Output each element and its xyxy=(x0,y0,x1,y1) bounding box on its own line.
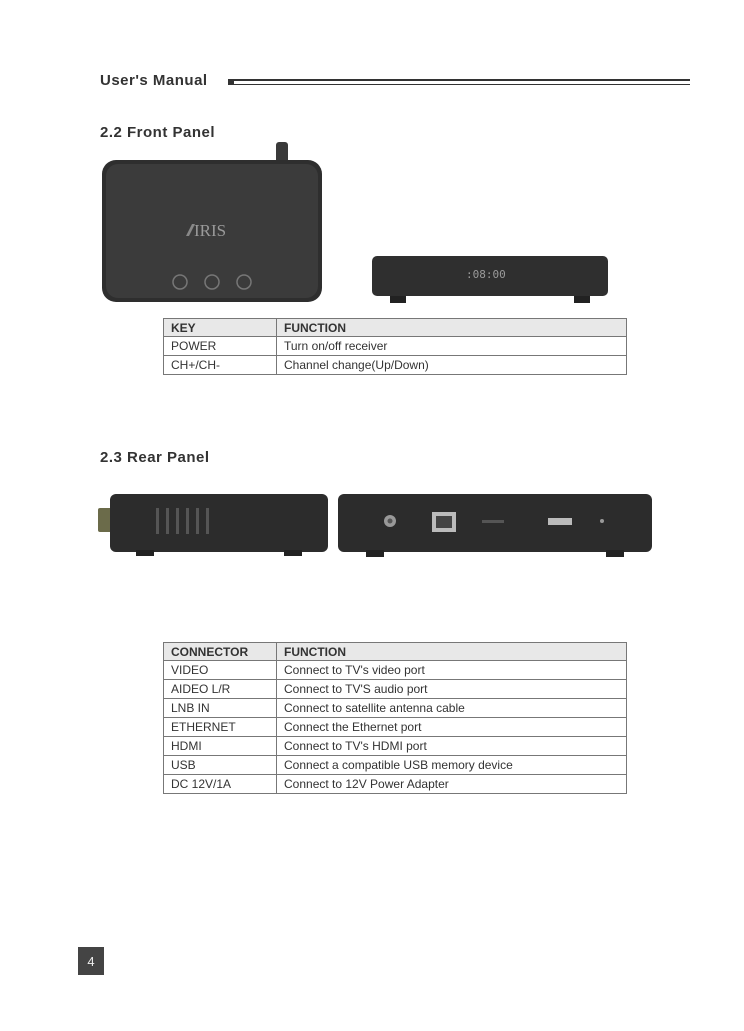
connector-cell: DC 12V/1A xyxy=(164,775,277,794)
function-cell: Connect a compatible USB memory device xyxy=(277,756,627,775)
table-header-row xyxy=(164,319,627,337)
front-panel-key-table xyxy=(163,318,627,375)
front-display-readout: :08:00 xyxy=(466,268,506,281)
function-cell: Connect to TV's HDMI port xyxy=(277,737,627,756)
table-row xyxy=(164,718,627,737)
connector-cell: USB xyxy=(164,756,277,775)
table-row xyxy=(164,737,627,756)
key-cell: POWER xyxy=(164,337,277,356)
function-cell: Connect to satellite antenna cable xyxy=(277,699,627,718)
dc-jack-icon xyxy=(600,519,604,523)
column-header-connector: CONNECTOR xyxy=(164,643,277,661)
table-row xyxy=(164,680,627,699)
page-number: 4 xyxy=(78,947,104,975)
connector-cell: VIDEO xyxy=(164,661,277,680)
connector-cell: AIDEO L/R xyxy=(164,680,277,699)
rear-panel-connector-table xyxy=(163,642,627,794)
header-rule xyxy=(232,79,690,85)
rear-panel-title: 2.3 Rear Panel xyxy=(100,449,210,466)
table-row xyxy=(164,775,627,794)
receiver-rear-view-image xyxy=(336,492,654,560)
receiver-top-view-image xyxy=(100,140,325,305)
function-cell: Connect to TV's video port xyxy=(277,661,627,680)
function-cell: Turn on/off receiver xyxy=(277,337,627,356)
usb-port-icon xyxy=(548,518,572,525)
logo-text: IRIS xyxy=(194,221,227,240)
key-cell: CH+/CH- xyxy=(164,356,277,375)
connector-cell: ETHERNET xyxy=(164,718,277,737)
connector-cell: HDMI xyxy=(164,737,277,756)
table-header-row xyxy=(164,643,627,661)
column-header-function: FUNCTION xyxy=(277,643,627,661)
function-cell: Connect to 12V Power Adapter xyxy=(277,775,627,794)
table-row xyxy=(164,756,627,775)
connector-cell: LNB IN xyxy=(164,699,277,718)
function-cell: Channel change(Up/Down) xyxy=(277,356,627,375)
table-row xyxy=(164,337,627,356)
table-row xyxy=(164,661,627,680)
column-header-key: KEY xyxy=(164,319,277,337)
table-row xyxy=(164,356,627,375)
function-cell: Connect the Ethernet port xyxy=(277,718,627,737)
function-cell: Connect to TV'S audio port xyxy=(277,680,627,699)
table-row xyxy=(164,699,627,718)
column-header-function: FUNCTION xyxy=(277,319,627,337)
front-panel-title: 2.2 Front Panel xyxy=(100,124,216,141)
manual-title: User's Manual xyxy=(100,72,208,89)
receiver-side-view-image xyxy=(96,490,332,558)
receiver-front-view-image xyxy=(370,254,610,306)
